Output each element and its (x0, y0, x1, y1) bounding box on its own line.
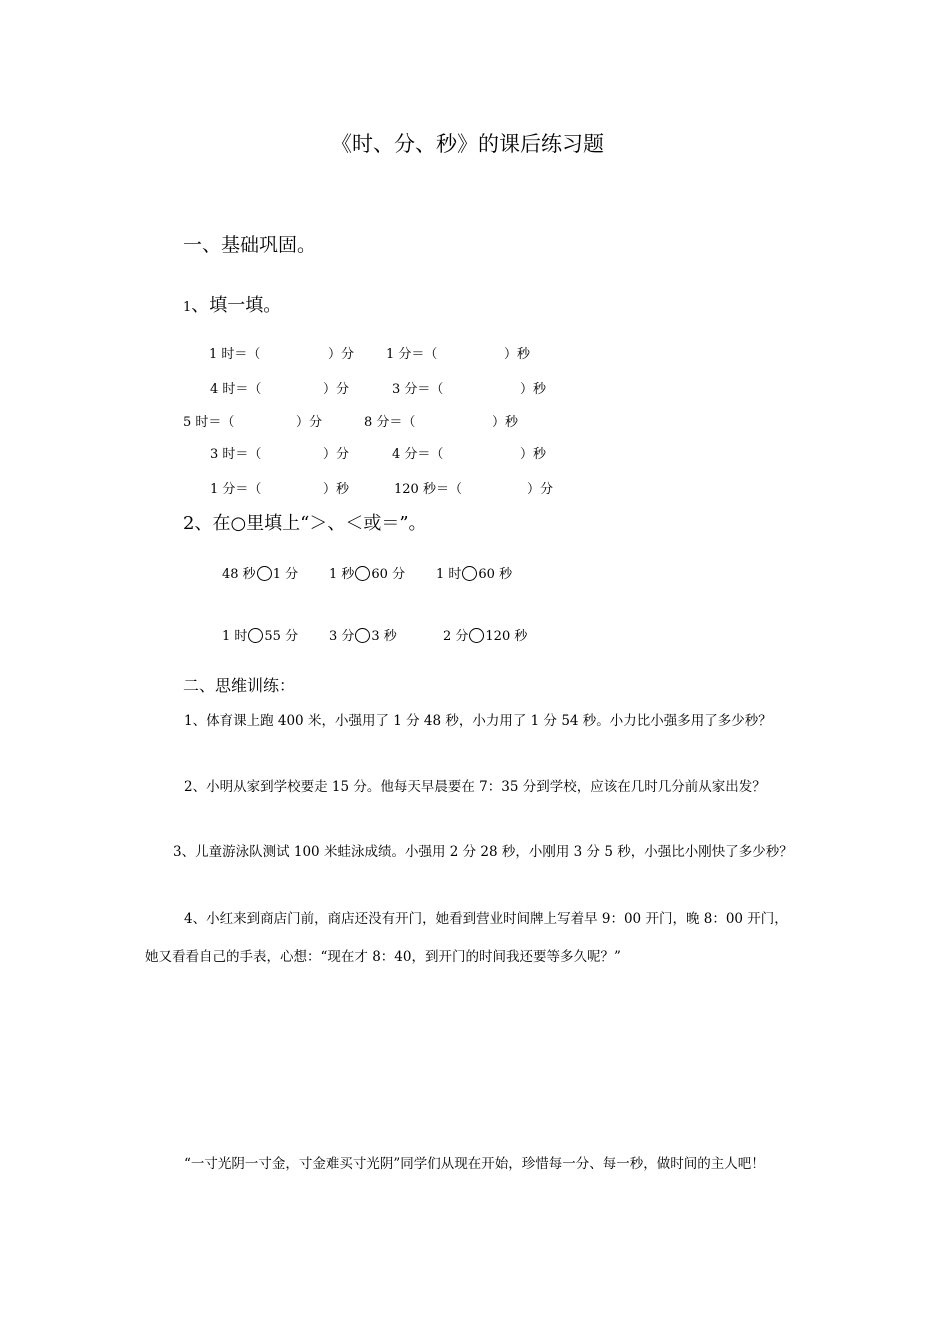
fill-in-cell: ）秒 (520, 382, 547, 397)
fill-in-cell: ）秒 (520, 447, 547, 462)
compare-right: 60 秒 (478, 567, 513, 582)
fill-in-cell: 3 时＝（ (210, 447, 262, 462)
blank-circle[interactable] (469, 628, 484, 643)
question-1-text: 、填一填。 (191, 295, 282, 316)
compare-right: 1 分 (272, 567, 299, 582)
fill-in-cell: 1 时＝（ (209, 347, 261, 362)
problem-1: 1、体育课上跑 400 米，小强用了 1 分 48 秒，小力用了 1 分 54 秒。小力比小强多用了多少秒？ (184, 713, 772, 729)
compare-left: 1 秒 (329, 567, 355, 582)
blank-circle[interactable] (248, 628, 263, 643)
problem-4-line-2: 她又看看自己的手表，心想：“现在才 8：40，到开门的时间我还要等多久呢？” (145, 949, 621, 965)
fill-in-cell: ）分 (296, 415, 323, 430)
compare-right: 120 秒 (485, 629, 528, 644)
fill-in-cell: 5 时＝（ (183, 415, 235, 430)
fill-in-cell: ）秒 (323, 482, 350, 497)
fill-in-cell: 1 分＝（ (210, 482, 262, 497)
fill-in-cell: ）分 (527, 482, 554, 497)
question-2-heading: 2、在○里填上“＞、＜或＝”。 (183, 513, 427, 534)
fill-in-cell: 4 时＝（ (210, 382, 262, 397)
page-title: 《时、分、秒》的课后练习题 (331, 132, 604, 156)
footer-quote: “一寸光阴一寸金，寸金难买寸光阴”同学们从现在开始，珍惜每一分、每一秒，做时间的主人吧！ (184, 1156, 765, 1172)
section-2-heading: 二、思维训练： (183, 676, 296, 695)
compare-item (222, 625, 298, 644)
problem-3: 3、儿童游泳队测试 100 米蛙泳成绩。小强用 2 分 28 秒，小刚用 3 分 5 秒，小强比小刚快了多少秒？ (173, 844, 793, 860)
fill-in-cell: 3 分＝（ (392, 382, 444, 397)
fill-in-cell: 4 分＝（ (392, 447, 444, 462)
blank-circle[interactable] (257, 566, 272, 581)
fill-in-cell: 8 分＝（ (364, 415, 416, 430)
fill-in-cell: ）分 (323, 382, 350, 397)
fill-in-cell: 120 秒＝（ (394, 482, 462, 497)
blank-circle[interactable] (355, 628, 370, 643)
compare-item (329, 625, 397, 644)
compare-left: 3 分 (329, 629, 355, 644)
fill-in-cell: 1 分＝（ (386, 347, 438, 362)
fill-in-cell: ）秒 (492, 415, 519, 430)
compare-left: 48 秒 (222, 567, 256, 582)
compare-left: 2 分 (443, 629, 469, 644)
compare-item (329, 563, 405, 582)
section-1-heading: 一、基础巩固。 (183, 234, 317, 256)
fill-in-cell: ）分 (328, 347, 355, 362)
question-1-heading (183, 291, 281, 317)
compare-left: 1 时 (222, 629, 248, 644)
compare-item (222, 563, 298, 582)
blank-circle[interactable] (355, 566, 370, 581)
compare-item (443, 625, 527, 644)
fill-in-cell: ）秒 (504, 347, 531, 362)
compare-right: 60 分 (371, 567, 406, 582)
problem-4-line-1: 4、小红来到商店门前，商店还没有开门，她看到营业时间牌上写着早 9：00 开门，晚 8：00 开门， (184, 911, 788, 927)
compare-item (436, 563, 512, 582)
compare-right: 55 分 (264, 629, 299, 644)
compare-right: 3 秒 (371, 629, 397, 644)
question-1-number: 1 (183, 300, 192, 315)
blank-circle[interactable] (462, 566, 477, 581)
fill-in-cell: ）分 (323, 447, 350, 462)
problem-2: 2、小明从家到学校要走 15 分。他每天早晨要在 7：35 分到学校，应该在几时几分前从家出发？ (184, 779, 766, 795)
compare-left: 1 时 (436, 567, 462, 582)
